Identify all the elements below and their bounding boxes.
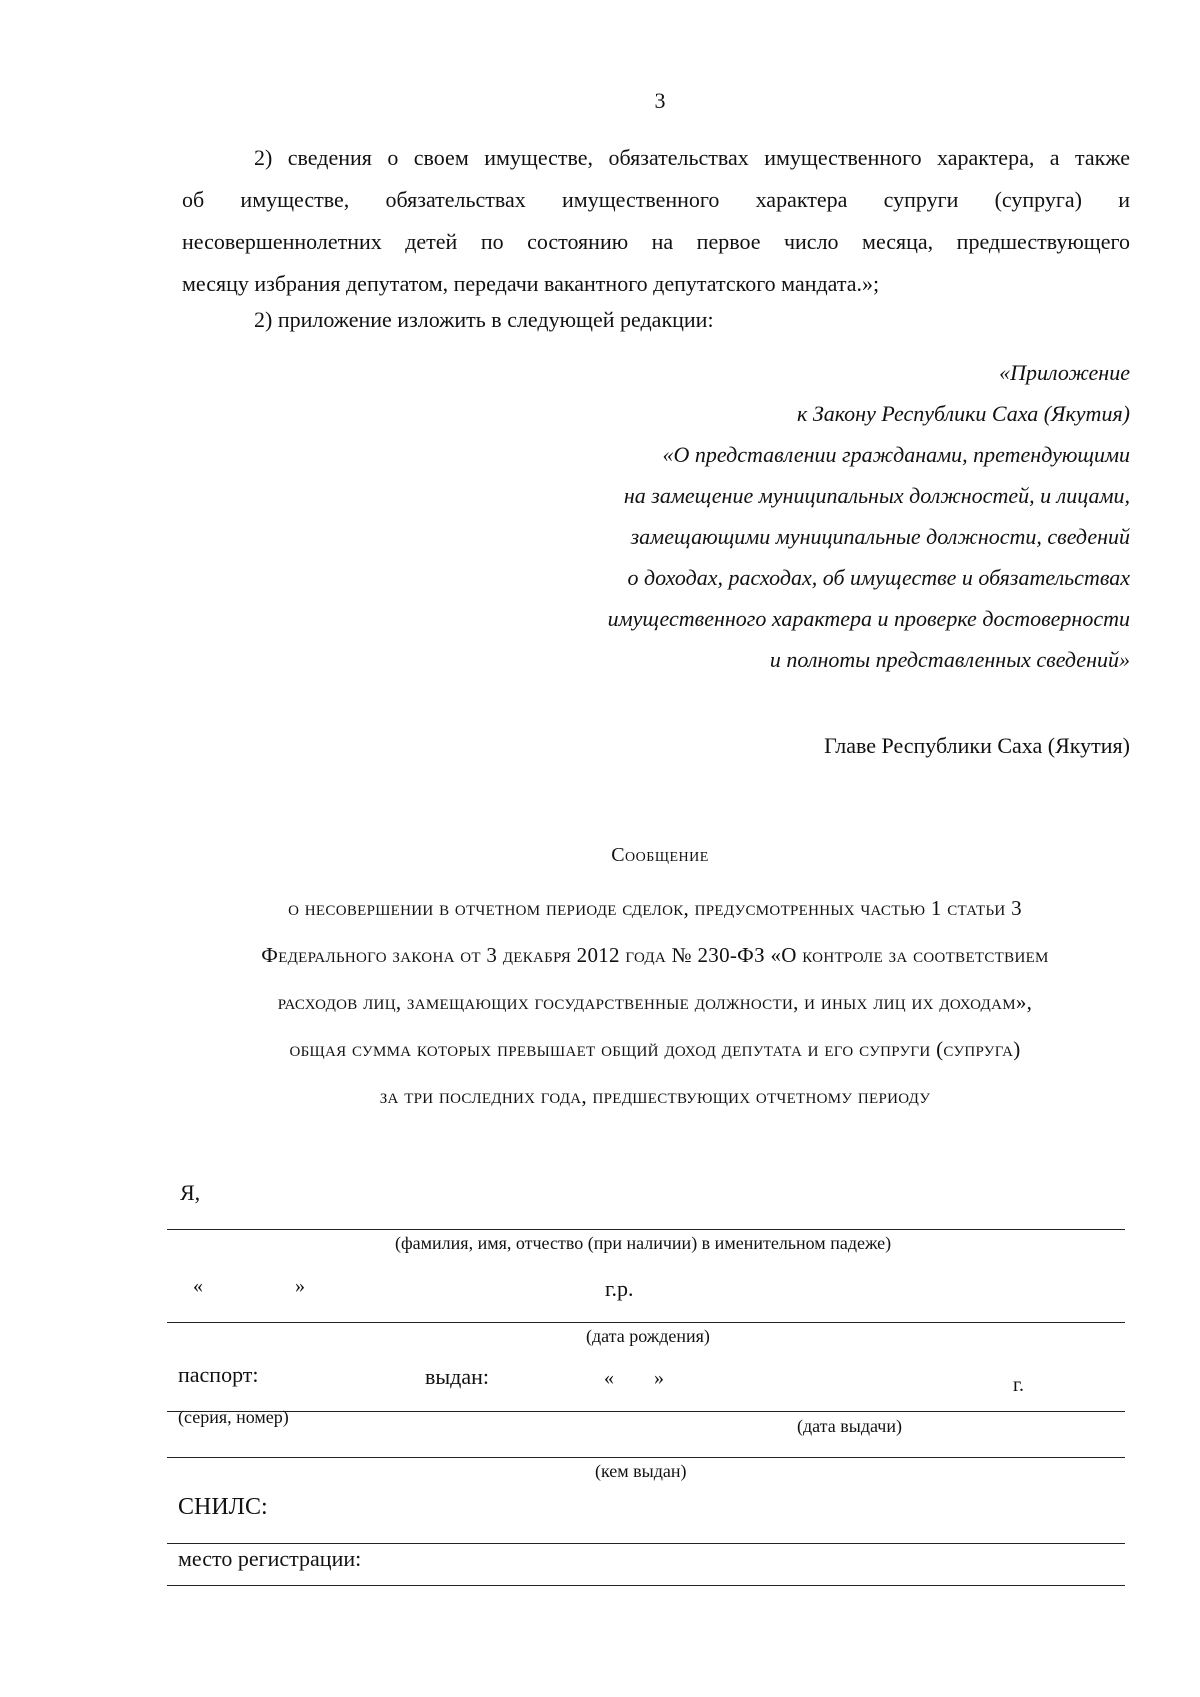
appendix-line: и полноты представленных сведений»: [769, 647, 1130, 672]
appendix-line: имущественного характера и проверке достоверности: [607, 606, 1130, 631]
appendix-line: «Приложение: [999, 360, 1130, 385]
message-title: Сообщение: [611, 844, 709, 866]
birth-caption: (дата рождения): [586, 1326, 710, 1346]
appendix-header: [608, 352, 1130, 680]
appendix-line: на замещение муниципальных должностей, и лицами,: [623, 483, 1130, 508]
snils-line[interactable]: [167, 1543, 1125, 1544]
message-line: общая сумма которых превышает общий доход депутата и его супруги (супруга): [289, 1037, 1021, 1061]
issue-year-suffix: г.: [1013, 1374, 1024, 1396]
page-number: 3: [654, 88, 666, 113]
series-caption: (серия, номер): [178, 1407, 289, 1427]
snils-label: СНИЛС:: [178, 1494, 268, 1520]
appendix-line: «О представлении гражданами, претендующими: [662, 442, 1130, 467]
paragraph-appendix-edit: 2) приложение изложить в следующей редакции:: [254, 307, 714, 332]
message-body: [180, 885, 1130, 1120]
paragraph-line: 2) сведения о своем имуществе, обязательствах имущественного характера, а также: [254, 145, 1130, 170]
paragraph-line: об имуществе, обязательствах имущественного характера супруги (супруга) и: [182, 187, 1130, 212]
passport-label: паспорт:: [178, 1362, 259, 1387]
birth-quote-open: «: [193, 1275, 203, 1297]
fio-caption: (фамилия, имя, отчество (при наличии) в именительном падеже): [395, 1233, 892, 1253]
registration-label: место регистрации:: [178, 1546, 362, 1571]
appendix-line: к Закону Республики Саха (Якутия): [797, 401, 1130, 426]
registration-line[interactable]: [167, 1585, 1125, 1586]
message-line: Федерального закона от 3 декабря 2012 года № 230-ФЗ «О контроле за соответствием: [261, 943, 1049, 967]
message-line: о несовершении в отчетном периоде сделок, предусмотренных частью 1 статьи 3: [288, 896, 1022, 920]
issue-quote-close: »: [654, 1367, 664, 1389]
passport-line[interactable]: [167, 1411, 1125, 1412]
message-line: за три последних года, предшествующих отчетному периоду: [379, 1084, 931, 1108]
fio-line[interactable]: [167, 1229, 1125, 1230]
birth-quote-close: »: [295, 1275, 305, 1297]
appendix-line: замещающими муниципальные должности, сведений: [630, 524, 1130, 549]
birth-year-suffix: г.р.: [605, 1276, 634, 1301]
message-line: расходов лиц, замещающих государственные должности, и иных лиц их доходам»,: [277, 990, 1033, 1014]
issue-date-caption: (дата выдачи): [797, 1416, 902, 1436]
ya-label: Я,: [180, 1180, 201, 1205]
paragraph-line: несовершеннолетних детей по состоянию на первое число месяца, предшествующего: [182, 229, 1130, 254]
appendix-line: о доходах, расходах, об имуществе и обязательствах: [627, 565, 1130, 590]
paragraph-property-info: [182, 137, 1130, 305]
birth-date-line[interactable]: [167, 1322, 1125, 1323]
issued-by-caption: (кем выдан): [595, 1461, 687, 1481]
issued-by-line[interactable]: [167, 1457, 1125, 1458]
issued-label: выдан:: [425, 1364, 490, 1389]
addressee: Главе Республики Саха (Якутия): [824, 733, 1130, 758]
paragraph-line: месяцу избрания депутатом, передачи вакантного депутатского мандата.»;: [182, 271, 880, 296]
issue-quote-open: «: [604, 1367, 614, 1389]
